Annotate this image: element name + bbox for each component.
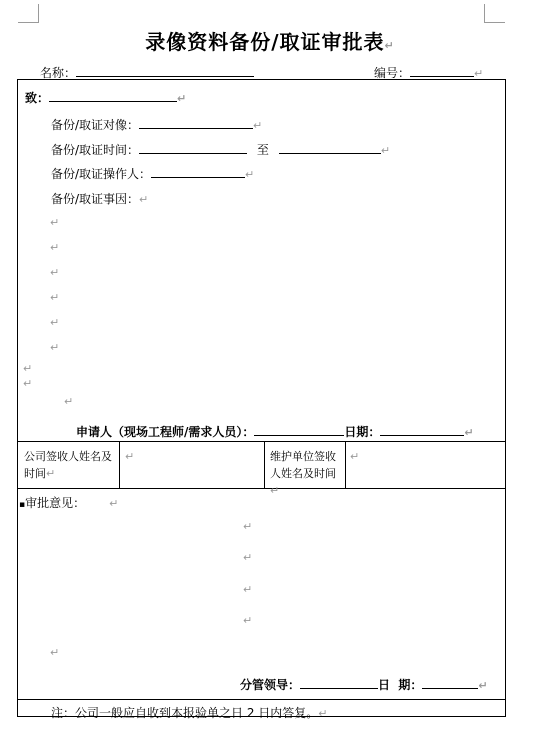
field-operator-row: [51, 165, 254, 182]
company-signoff-value[interactable]: ↵: [125, 450, 135, 463]
maintenance-signoff-value[interactable]: ↵: [350, 450, 360, 463]
field-object-input[interactable]: [139, 116, 253, 129]
applicant-field[interactable]: [254, 423, 344, 436]
divider-footer: [17, 699, 506, 700]
applicant-row: [76, 423, 474, 440]
paragraph-mark-icon: ↵: [464, 426, 474, 439]
paragraph-mark-icon: ↵: [243, 520, 253, 533]
maintenance-signoff-label: 维护单位签收人姓名及时间↵: [270, 450, 336, 497]
paragraph-mark-icon: ↵: [50, 341, 60, 354]
field-time-row: [51, 141, 390, 158]
name-field[interactable]: [76, 64, 254, 77]
paragraph-mark-icon: ↵: [318, 707, 328, 720]
signoff-col-3: [345, 441, 346, 488]
number-label: 编号：: [374, 66, 411, 80]
page-title: 录像资料备份/取证审批表↵: [145, 30, 395, 54]
field-object-row: [51, 116, 262, 133]
paragraph-mark-icon: ↵: [384, 39, 395, 52]
paragraph-mark-icon: ↵: [50, 216, 60, 229]
field-reason-label: 备份/取证事因：: [51, 192, 140, 206]
applicant-date-field[interactable]: [380, 423, 464, 436]
number-field[interactable]: [410, 64, 474, 77]
paragraph-mark-icon: ↵: [243, 551, 253, 564]
footer-note: 注：公司一般应自收到本报验单之日 2 日内答复。↵: [51, 706, 328, 720]
crop-mark-top-left: [18, 4, 39, 23]
paragraph-mark-icon: ↵: [270, 484, 280, 497]
divider-applicant: [17, 441, 506, 442]
crop-mark-top-right: [484, 4, 505, 23]
name-label: 名称：: [40, 66, 77, 80]
field-operator-label: 备份/取证操作人：: [51, 167, 152, 181]
paragraph-mark-icon: ↵: [50, 646, 60, 659]
signoff-col-1: [119, 441, 120, 488]
field-time-label: 备份/取证时间：: [51, 143, 140, 157]
applicant-date-label: 日期：: [344, 425, 381, 439]
paragraph-mark-icon: ↵: [64, 395, 74, 408]
paragraph-mark-icon: ↵: [50, 291, 60, 304]
paragraph-mark-icon: ↵: [109, 497, 119, 510]
paragraph-mark-icon: ↵: [380, 144, 391, 157]
paragraph-mark-icon: ↵: [177, 92, 187, 105]
paragraph-mark-icon: ↵: [243, 583, 253, 596]
applicant-label: 申请人（现场工程师/需求人员）：: [76, 425, 255, 439]
paragraph-mark-icon: ↵: [23, 377, 33, 390]
leader-date-label: 日 期：: [378, 678, 423, 692]
leader-row: [240, 676, 488, 693]
paragraph-mark-icon: ↵: [245, 168, 255, 181]
signoff-col-2: [264, 441, 265, 488]
paragraph-mark-icon: ↵: [23, 362, 33, 375]
paragraph-mark-icon: ↵: [50, 266, 60, 279]
approval-opinion-label: 审批意见：: [25, 496, 86, 510]
paragraph-mark-icon: ↵: [50, 316, 60, 329]
field-time-end[interactable]: [279, 141, 381, 154]
field-operator-input[interactable]: [151, 165, 245, 178]
approval-row: ▪审批意见： ↵: [19, 496, 119, 510]
field-reason-row: [51, 190, 148, 207]
paragraph-mark-icon: ↵: [46, 467, 56, 480]
paragraph-mark-icon: ↵: [253, 119, 263, 132]
to-label: 致：: [25, 91, 50, 105]
paragraph-mark-icon: ↵: [243, 614, 253, 627]
paragraph-mark-icon: ↵: [50, 241, 60, 254]
divider-signoff: [17, 488, 506, 489]
company-signoff-label: 公司签收人姓名及时间↵: [24, 450, 112, 480]
to-row: [25, 89, 186, 106]
field-time-separator: 至: [256, 143, 269, 157]
to-field[interactable]: [49, 89, 177, 102]
leader-date-field[interactable]: [422, 676, 478, 689]
leader-field[interactable]: [300, 676, 378, 689]
paragraph-mark-icon: ↵: [478, 679, 488, 692]
paragraph-mark-icon: ↵: [139, 193, 149, 206]
field-time-start[interactable]: [139, 141, 247, 154]
leader-label: 分管领导：: [240, 678, 301, 692]
paragraph-mark-icon: ↵: [474, 67, 484, 80]
field-object-label: 备份/取证对像：: [51, 118, 140, 132]
